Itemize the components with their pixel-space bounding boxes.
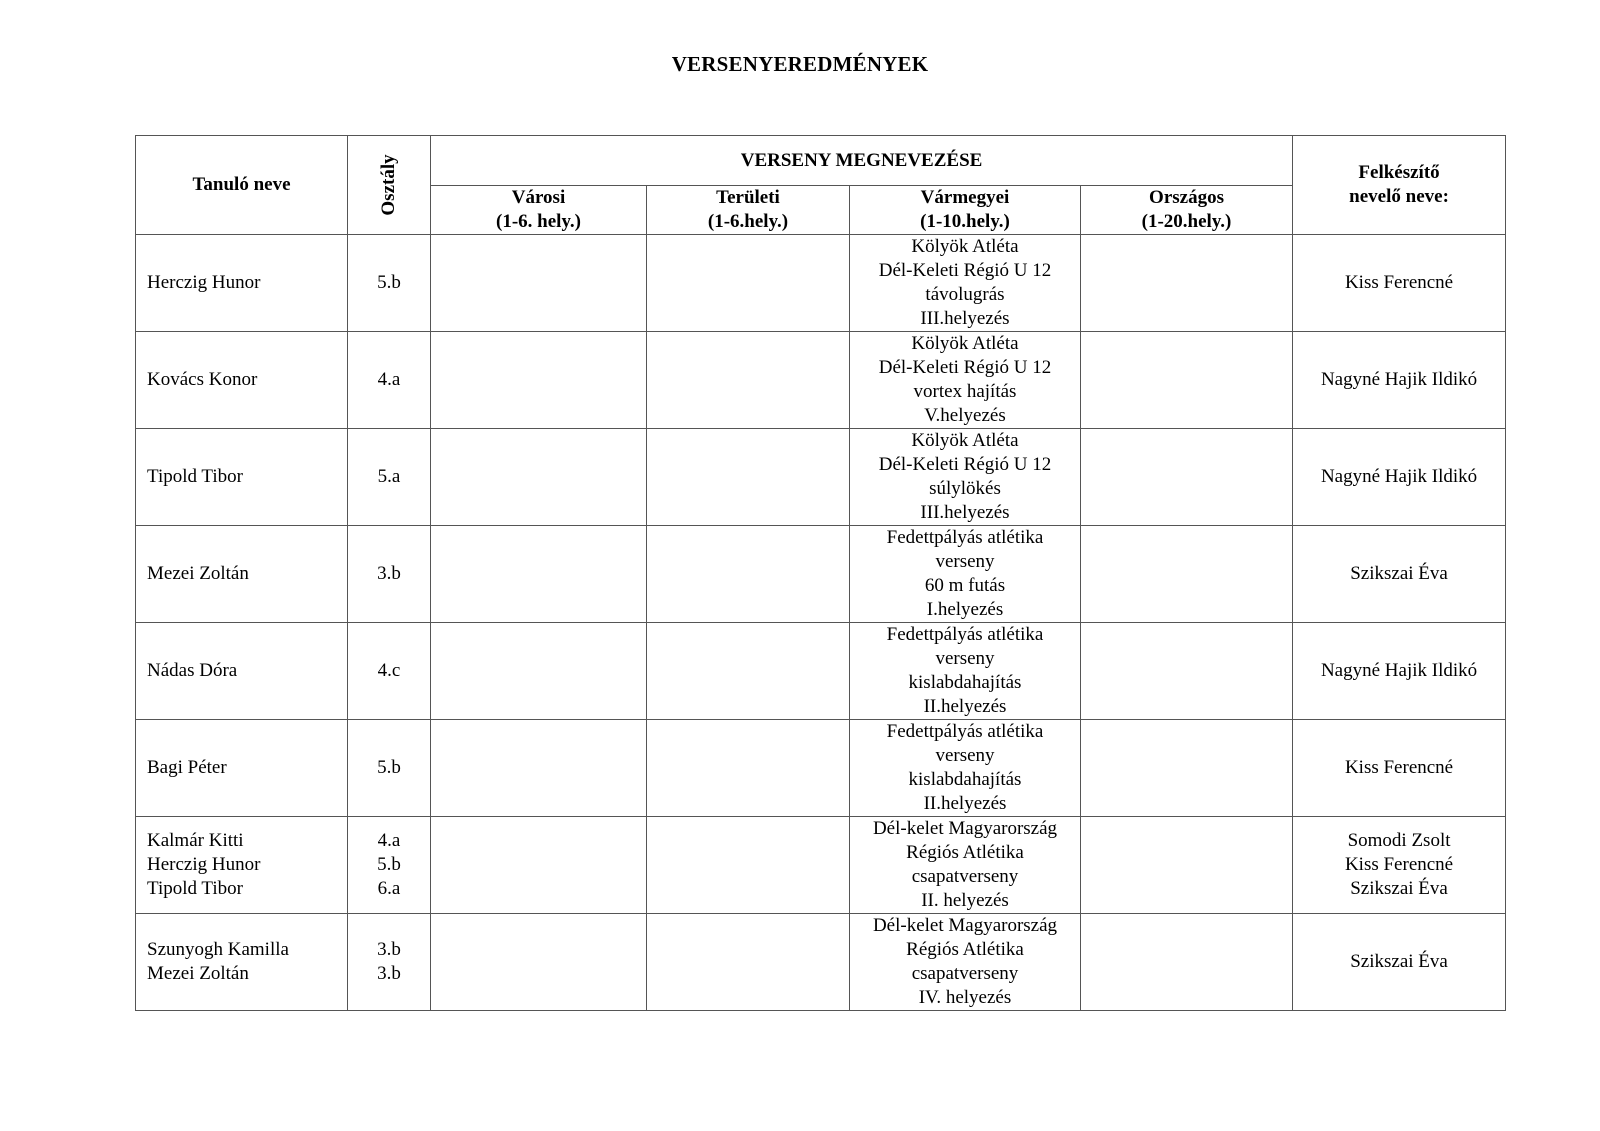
county-cell-line: kislabdahajítás (908, 769, 1022, 790)
level-name: Területi (716, 187, 780, 208)
class-cell (348, 817, 431, 914)
class-cell-line: 3.b (377, 963, 401, 984)
teacher-cell (1293, 623, 1506, 720)
county-cell-line: Fedettpályás atlétika (886, 721, 1044, 742)
county-cell (850, 332, 1081, 429)
teacher-cell-line: Nagyné Hajik Ildikó (1320, 369, 1478, 390)
teacher-cell-line: Szikszai Éva (1350, 951, 1448, 972)
regional-cell (647, 235, 850, 332)
results-table (135, 135, 1506, 1011)
student-name-cell (136, 235, 348, 332)
city-cell (431, 720, 647, 817)
table-row (136, 429, 1506, 526)
city-cell (431, 332, 647, 429)
class-cell-line: 5.a (377, 466, 401, 487)
county-cell-line: III.helyezés (920, 308, 1010, 329)
class-cell-line: 5.b (377, 272, 401, 293)
teacher-cell-line: Nagyné Hajik Ildikó (1320, 466, 1478, 487)
student-name-cell-line: Herczig Hunor (147, 272, 261, 293)
student-name-cell (136, 623, 348, 720)
page-title: VERSENYEREDMÉNYEK (671, 52, 929, 76)
class-cell-line: 5.b (377, 757, 401, 778)
county-cell (850, 817, 1081, 914)
student-name-cell-line: Szunyogh Kamilla (147, 939, 289, 960)
city-cell (431, 817, 647, 914)
class-header-label: Osztály (378, 154, 399, 216)
student-name-cell (136, 429, 348, 526)
county-cell-line: Kölyök Atléta (911, 333, 1019, 354)
county-cell-line: IV. helyezés (918, 987, 1012, 1008)
level-header (647, 186, 850, 235)
student-name-cell-line: Bagi Péter (147, 757, 227, 778)
teacher-cell (1293, 817, 1506, 914)
teacher-header (1293, 136, 1506, 235)
table-row (136, 526, 1506, 623)
class-cell (348, 235, 431, 332)
county-cell-line: I.helyezés (926, 599, 1004, 620)
table-row (136, 720, 1506, 817)
national-cell (1081, 623, 1293, 720)
county-cell-line: Fedettpályás atlétika (886, 527, 1044, 548)
table-row (136, 235, 1506, 332)
regional-cell (647, 332, 850, 429)
class-cell-line: 3.b (377, 563, 401, 584)
teacher-cell-line: Kiss Ferencné (1344, 757, 1454, 778)
student-name-cell (136, 817, 348, 914)
student-name-cell (136, 332, 348, 429)
county-cell-line: csapatverseny (911, 866, 1019, 887)
county-cell-line: csapatverseny (911, 963, 1019, 984)
national-cell (1081, 817, 1293, 914)
table-row (136, 914, 1506, 1011)
county-cell-line: Dél-kelet Magyarország (872, 915, 1058, 936)
county-cell-line: Régiós Atlétika (906, 842, 1024, 863)
header-row (136, 136, 1506, 186)
teacher-header-line2: nevelő neve: (1349, 186, 1449, 207)
student-name-cell-line: Tipold Tibor (147, 878, 243, 899)
national-cell (1081, 332, 1293, 429)
county-cell-line: súlylökés (929, 478, 1001, 499)
student-name-cell (136, 914, 348, 1011)
city-cell (431, 235, 647, 332)
class-cell-line: 3.b (377, 939, 401, 960)
national-cell (1081, 429, 1293, 526)
teacher-cell-line: Somodi Zsolt (1347, 830, 1451, 851)
city-cell (431, 623, 647, 720)
county-cell-line: V.helyezés (924, 405, 1006, 426)
teacher-cell (1293, 914, 1506, 1011)
teacher-header-line1: Felkészítő (1358, 162, 1440, 183)
level-header (850, 186, 1081, 235)
county-cell-line: II.helyezés (923, 793, 1007, 814)
student-name-cell-line: Kovács Konor (147, 369, 258, 390)
student-name-cell-line: Kalmár Kitti (147, 830, 244, 851)
national-cell (1081, 720, 1293, 817)
county-cell-line: 60 m futás (924, 575, 1006, 596)
teacher-cell-line: Kiss Ferencné (1344, 272, 1454, 293)
county-cell-line: II.helyezés (923, 696, 1007, 717)
teacher-cell (1293, 235, 1506, 332)
teacher-cell-line: Szikszai Éva (1350, 878, 1448, 899)
class-cell-line: 5.b (377, 854, 401, 875)
class-header (348, 136, 431, 235)
table-row (136, 623, 1506, 720)
class-cell (348, 720, 431, 817)
level-header (1081, 186, 1293, 235)
teacher-cell-line: Szikszai Éva (1350, 563, 1448, 584)
level-name: Városi (511, 187, 566, 208)
results-body (136, 235, 1506, 1011)
table-row (136, 817, 1506, 914)
class-cell-line: 4.a (377, 830, 401, 851)
class-cell-line: 6.a (377, 878, 401, 899)
county-cell-line: vortex hajítás (913, 381, 1017, 402)
level-name: Vármegyei (920, 187, 1010, 208)
county-cell-line: verseny (935, 551, 995, 572)
county-cell-line: kislabdahajítás (908, 672, 1022, 693)
student-name-cell-line: Mezei Zoltán (147, 563, 249, 584)
student-name-cell (136, 526, 348, 623)
student-name-cell-line: Herczig Hunor (147, 854, 261, 875)
city-cell (431, 914, 647, 1011)
regional-cell (647, 720, 850, 817)
regional-cell (647, 817, 850, 914)
class-cell (348, 914, 431, 1011)
county-cell (850, 526, 1081, 623)
county-cell-line: II. helyezés (921, 890, 1009, 911)
county-cell-line: Kölyök Atléta (911, 236, 1019, 257)
county-cell-line: verseny (935, 648, 995, 669)
class-cell-line: 4.a (377, 369, 401, 390)
county-cell-line: verseny (935, 745, 995, 766)
student-name-cell-line: Tipold Tibor (147, 466, 243, 487)
class-cell (348, 623, 431, 720)
teacher-cell (1293, 332, 1506, 429)
teacher-cell-line: Kiss Ferencné (1344, 854, 1454, 875)
county-cell (850, 235, 1081, 332)
level-header (431, 186, 647, 235)
county-cell-line: Régiós Atlétika (906, 939, 1024, 960)
regional-cell (647, 914, 850, 1011)
regional-cell (647, 526, 850, 623)
county-cell (850, 623, 1081, 720)
level-range: (1-20.hely.) (1141, 211, 1232, 232)
county-cell (850, 914, 1081, 1011)
level-name: Országos (1149, 187, 1224, 208)
county-cell-line: Dél-Keleti Régió U 12 (878, 260, 1052, 281)
level-range: (1-6. hely.) (496, 211, 581, 232)
competition-header: VERSENY MEGNEVEZÉSE (431, 136, 1293, 186)
county-cell-line: Fedettpályás atlétika (886, 624, 1044, 645)
student-name-cell-line: Nádas Dóra (147, 660, 238, 681)
level-range: (1-10.hely.) (920, 211, 1010, 232)
student-name-header: Tanuló neve (136, 136, 348, 235)
teacher-cell (1293, 526, 1506, 623)
county-cell-line: Dél-Keleti Régió U 12 (878, 357, 1052, 378)
city-cell (431, 526, 647, 623)
county-cell-line: távolugrás (925, 284, 1005, 305)
national-cell (1081, 235, 1293, 332)
teacher-cell (1293, 720, 1506, 817)
student-name-cell (136, 720, 348, 817)
national-cell (1081, 914, 1293, 1011)
county-cell-line: Dél-kelet Magyarország (872, 818, 1058, 839)
county-cell (850, 720, 1081, 817)
class-cell-line: 4.c (377, 660, 401, 681)
class-cell (348, 332, 431, 429)
county-cell (850, 429, 1081, 526)
national-cell (1081, 526, 1293, 623)
regional-cell (647, 623, 850, 720)
city-cell (431, 429, 647, 526)
class-cell (348, 526, 431, 623)
level-range: (1-6.hely.) (707, 211, 789, 232)
county-cell-line: Kölyök Atléta (911, 430, 1019, 451)
county-cell-line: Dél-Keleti Régió U 12 (878, 454, 1052, 475)
teacher-cell-line: Nagyné Hajik Ildikó (1320, 660, 1478, 681)
table-row (136, 332, 1506, 429)
teacher-cell (1293, 429, 1506, 526)
class-cell (348, 429, 431, 526)
regional-cell (647, 429, 850, 526)
county-cell-line: III.helyezés (920, 502, 1010, 523)
student-name-cell-line: Mezei Zoltán (147, 963, 249, 984)
